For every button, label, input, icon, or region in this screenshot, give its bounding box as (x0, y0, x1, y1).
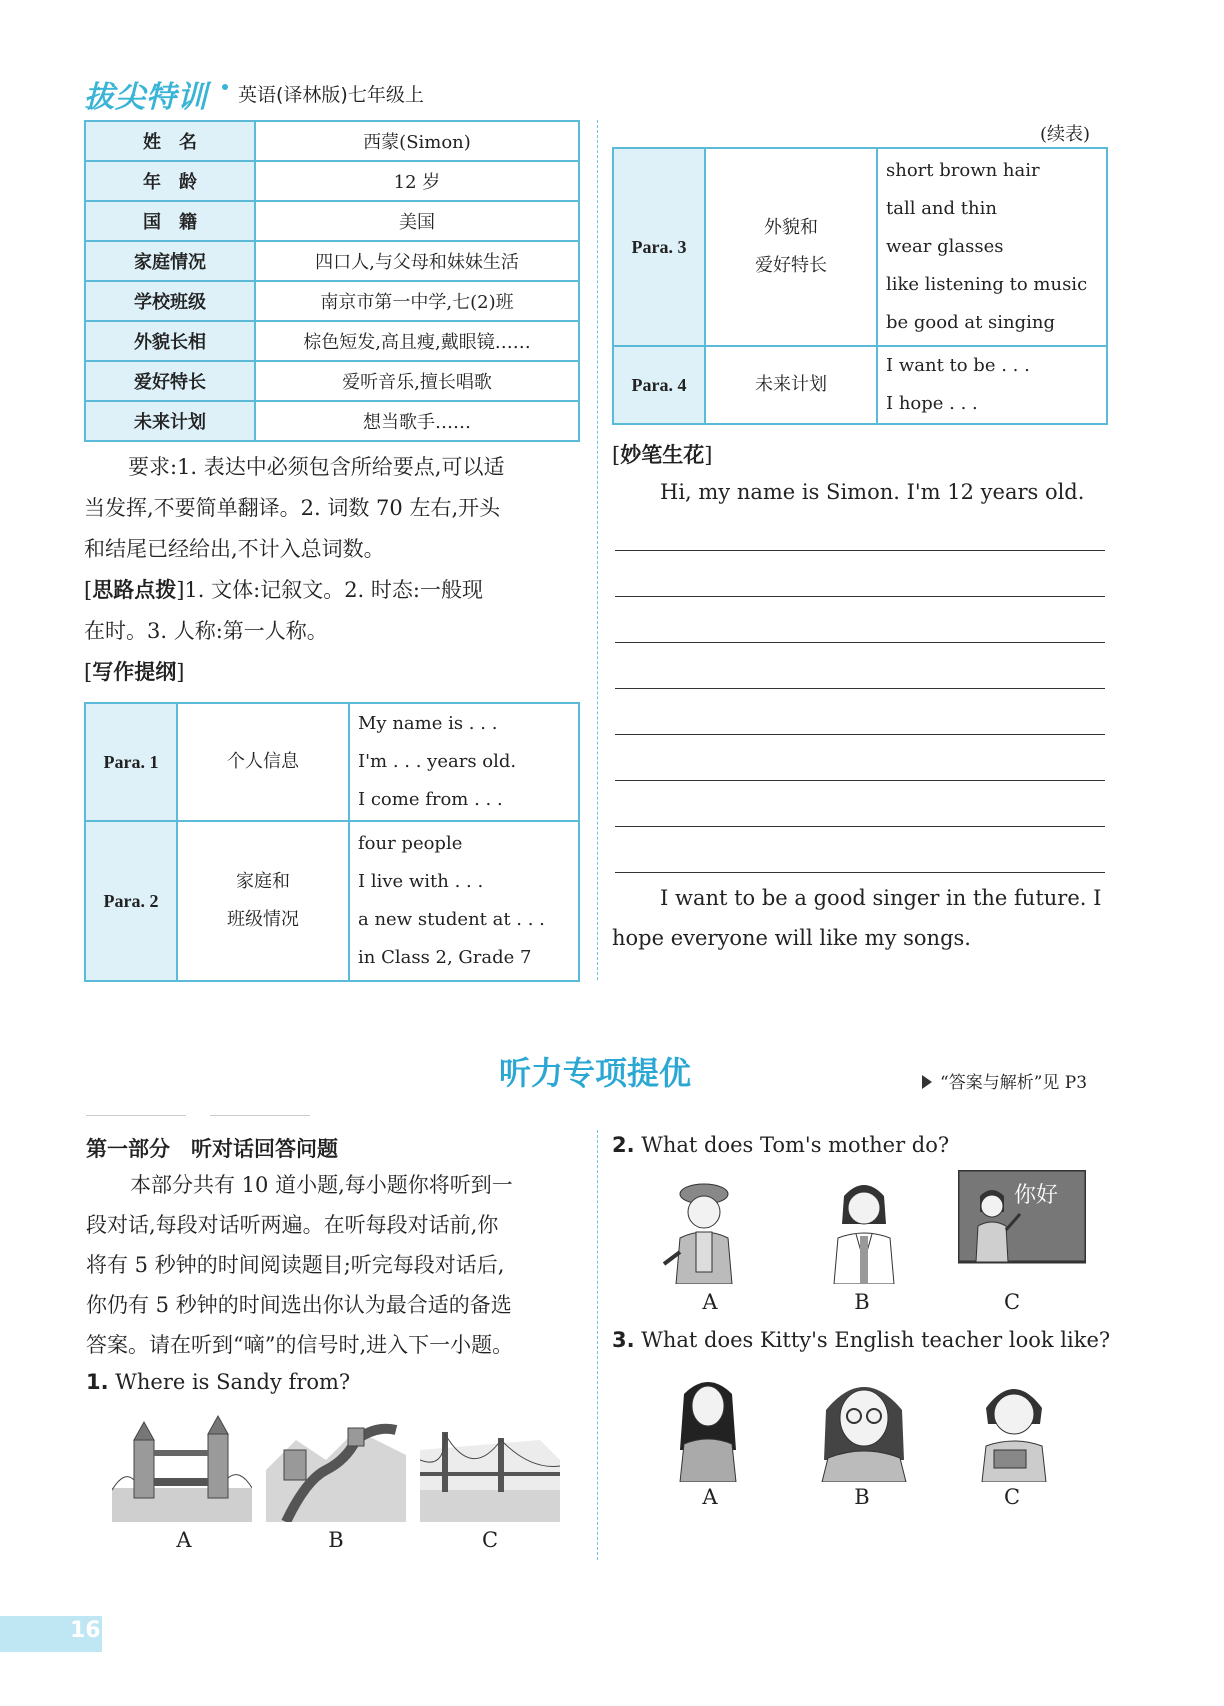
outline-item: be good at singing (886, 312, 1056, 333)
page-number: 16 (70, 1618, 101, 1643)
option-label[interactable]: B (854, 1290, 870, 1314)
intro-line: 将有 5 秒钟的时间阅读题目;听完每段对话后, (86, 1253, 505, 1277)
subject-title: 英语(译林版)七年级上 (238, 84, 424, 106)
question-3 (612, 1328, 1110, 1352)
question-text: What does Kitty's English teacher look like? (641, 1328, 1111, 1352)
writing-label: 妙笔生花 (620, 443, 705, 467)
question-2 (612, 1133, 949, 1157)
hint-text: 1. 文体:记叙文。2. 时态:一般现 (184, 578, 483, 602)
info-value: 想当歌手…… (255, 401, 579, 441)
table-row (85, 161, 579, 201)
table-row (85, 121, 579, 161)
requirements-line: 当发挥,不要简单翻译。2. 词数 70 左右,开头 (84, 496, 501, 520)
board-text: 你好 (1014, 1183, 1059, 1208)
para-label: Para. 4 (613, 346, 705, 424)
tower-bridge-picture[interactable] (112, 1410, 252, 1522)
intro-line: 答案。请在听到“嘀”的信号时,进入下一小题。 (86, 1333, 514, 1357)
topic-line: 爱好特长 (755, 255, 827, 276)
para-label: Para. 1 (85, 703, 177, 821)
info-value: 四口人,与父母和妹妹生活 (255, 241, 579, 281)
para-items (877, 346, 1107, 424)
info-key: 姓 名 (85, 121, 255, 161)
para-items (349, 703, 579, 821)
info-key: 未来计划 (85, 401, 255, 441)
writing-line[interactable] (615, 826, 1105, 827)
writing-line[interactable] (615, 596, 1105, 597)
option-label[interactable]: B (854, 1485, 870, 1509)
outline-item: I live with . . . (358, 871, 484, 892)
outline-heading: [写作提纲] (84, 660, 185, 684)
question-text: Where is Sandy from? (115, 1370, 351, 1394)
outline-item: I want to be . . . (886, 355, 1030, 376)
option-label[interactable]: A (702, 1290, 718, 1314)
police-officer-picture[interactable] (660, 1172, 750, 1284)
para-label: Para. 2 (85, 821, 177, 981)
section-title: 听力专项提优 (498, 1054, 691, 1092)
hint-label: 思路点拨 (92, 578, 177, 602)
para-items (877, 148, 1107, 346)
question-1 (86, 1370, 350, 1394)
column-divider-top (597, 120, 598, 980)
requirements-line: 和结尾已经给出,不计入总词数。 (84, 537, 385, 561)
continued-label: (续表) (1040, 124, 1091, 145)
brand-logo: 拔尖特训 (84, 80, 208, 115)
outline-table-left (84, 702, 580, 982)
info-key: 家庭情况 (85, 241, 255, 281)
option-label[interactable]: A (176, 1528, 192, 1552)
table-row (613, 346, 1107, 424)
option-label[interactable]: C (1003, 1485, 1021, 1509)
outline-item: tall and thin (886, 198, 997, 219)
option-label[interactable]: C (1003, 1290, 1021, 1314)
writing-ending-line: hope everyone will like my songs. (612, 926, 971, 950)
question-number: 2. (612, 1133, 635, 1157)
answer-reference: “答案与解析”见 P3 (940, 1073, 1088, 1093)
option-label[interactable]: B (328, 1528, 344, 1552)
writing-line[interactable] (615, 734, 1105, 735)
requirements-line: 要求:1. 表达中必须包含所给要点,可以适 (128, 455, 505, 479)
writing-line[interactable] (615, 688, 1105, 689)
info-key: 国 籍 (85, 201, 255, 241)
writing-line[interactable] (615, 642, 1105, 643)
intro-line: 你仍有 5 秒钟的时间选出你认为最合适的备选 (86, 1293, 512, 1317)
table-row (85, 703, 579, 821)
info-value: 美国 (255, 201, 579, 241)
table-row (85, 401, 579, 441)
para-label: Para. 3 (613, 148, 705, 346)
info-key: 年 龄 (85, 161, 255, 201)
topic-line: 班级情况 (227, 909, 299, 930)
para-items (349, 821, 579, 981)
part-title: 第一部分 听对话回答问题 (86, 1137, 338, 1161)
writing-line[interactable] (615, 872, 1105, 873)
writing-line[interactable] (615, 780, 1105, 781)
table-row (85, 201, 579, 241)
question-number: 3. (612, 1328, 635, 1352)
para-topic: 未来计划 (705, 346, 877, 424)
table-row (613, 148, 1107, 346)
woman-with-glasses-picture[interactable] (812, 1370, 916, 1482)
outline-item: I hope . . . (886, 393, 978, 414)
short-hair-woman-picture[interactable] (970, 1372, 1060, 1482)
outline-item: I come from . . . (358, 789, 503, 810)
outline-item: a new student at . . . (358, 909, 545, 930)
hint: [思路点拨]1. 文体:记叙文。2. 时态:一般现 (84, 578, 483, 602)
great-wall-picture[interactable] (266, 1410, 406, 1522)
para-topic: 个人信息 (177, 703, 349, 821)
info-key: 爱好特长 (85, 361, 255, 401)
table-row (85, 361, 579, 401)
para-topic (705, 148, 877, 346)
separator-dot (222, 84, 228, 90)
play-triangle-icon (922, 1075, 932, 1089)
writing-heading: [妙笔生花] (612, 443, 713, 467)
long-hair-woman-picture[interactable] (668, 1370, 748, 1482)
table-row (85, 241, 579, 281)
hint-line: 在时。3. 人称:第一人称。 (84, 619, 328, 643)
topic-line: 外貌和 (764, 217, 818, 238)
part-intro (86, 1165, 586, 1365)
doctor-picture[interactable] (820, 1172, 910, 1284)
info-value: 西蒙(Simon) (255, 121, 579, 161)
divider (86, 1115, 186, 1116)
info-value: 12 岁 (255, 161, 579, 201)
question-text: What does Tom's mother do? (641, 1133, 950, 1157)
outline-item: in Class 2, Grade 7 (358, 947, 532, 968)
table-row (85, 281, 579, 321)
intro-line: 段对话,每段对话听两遍。在听每段对话前,你 (86, 1213, 499, 1237)
writing-ending-line: I want to be a good singer in the future. I (660, 886, 1102, 910)
outline-label: 写作提纲 (92, 660, 177, 684)
table-row (85, 321, 579, 361)
outline-table-right (612, 147, 1108, 425)
info-value: 南京市第一中学,七(2)班 (255, 281, 579, 321)
outline-item: short brown hair (886, 160, 1040, 181)
divider (210, 1115, 310, 1116)
outline-item: wear glasses (886, 236, 1004, 257)
writing-line[interactable] (615, 550, 1105, 551)
option-label[interactable]: C (481, 1528, 499, 1552)
outline-item: My name is . . . (358, 713, 498, 734)
teacher-at-board-picture[interactable] (958, 1170, 1086, 1266)
intro-line: 本部分共有 10 道小题,每小题你将听到一 (130, 1173, 513, 1197)
outline-item: I'm . . . years old. (358, 751, 517, 772)
topic-line: 家庭和 (236, 871, 290, 892)
column-divider-bottom (597, 1130, 598, 1560)
outline-item: four people (358, 833, 463, 854)
golden-gate-picture[interactable] (420, 1410, 560, 1522)
info-value: 爱听音乐,擅长唱歌 (255, 361, 579, 401)
table-row (85, 821, 579, 981)
info-table (84, 120, 580, 442)
info-value: 棕色短发,高且瘦,戴眼镜…… (255, 321, 579, 361)
info-key: 学校班级 (85, 281, 255, 321)
question-number: 1. (86, 1370, 109, 1394)
option-label[interactable]: A (702, 1485, 718, 1509)
info-key: 外貌长相 (85, 321, 255, 361)
outline-item: like listening to music (886, 274, 1088, 295)
requirements (84, 447, 584, 693)
writing-opening: Hi, my name is Simon. I'm 12 years old. (660, 480, 1085, 504)
para-topic (177, 821, 349, 981)
